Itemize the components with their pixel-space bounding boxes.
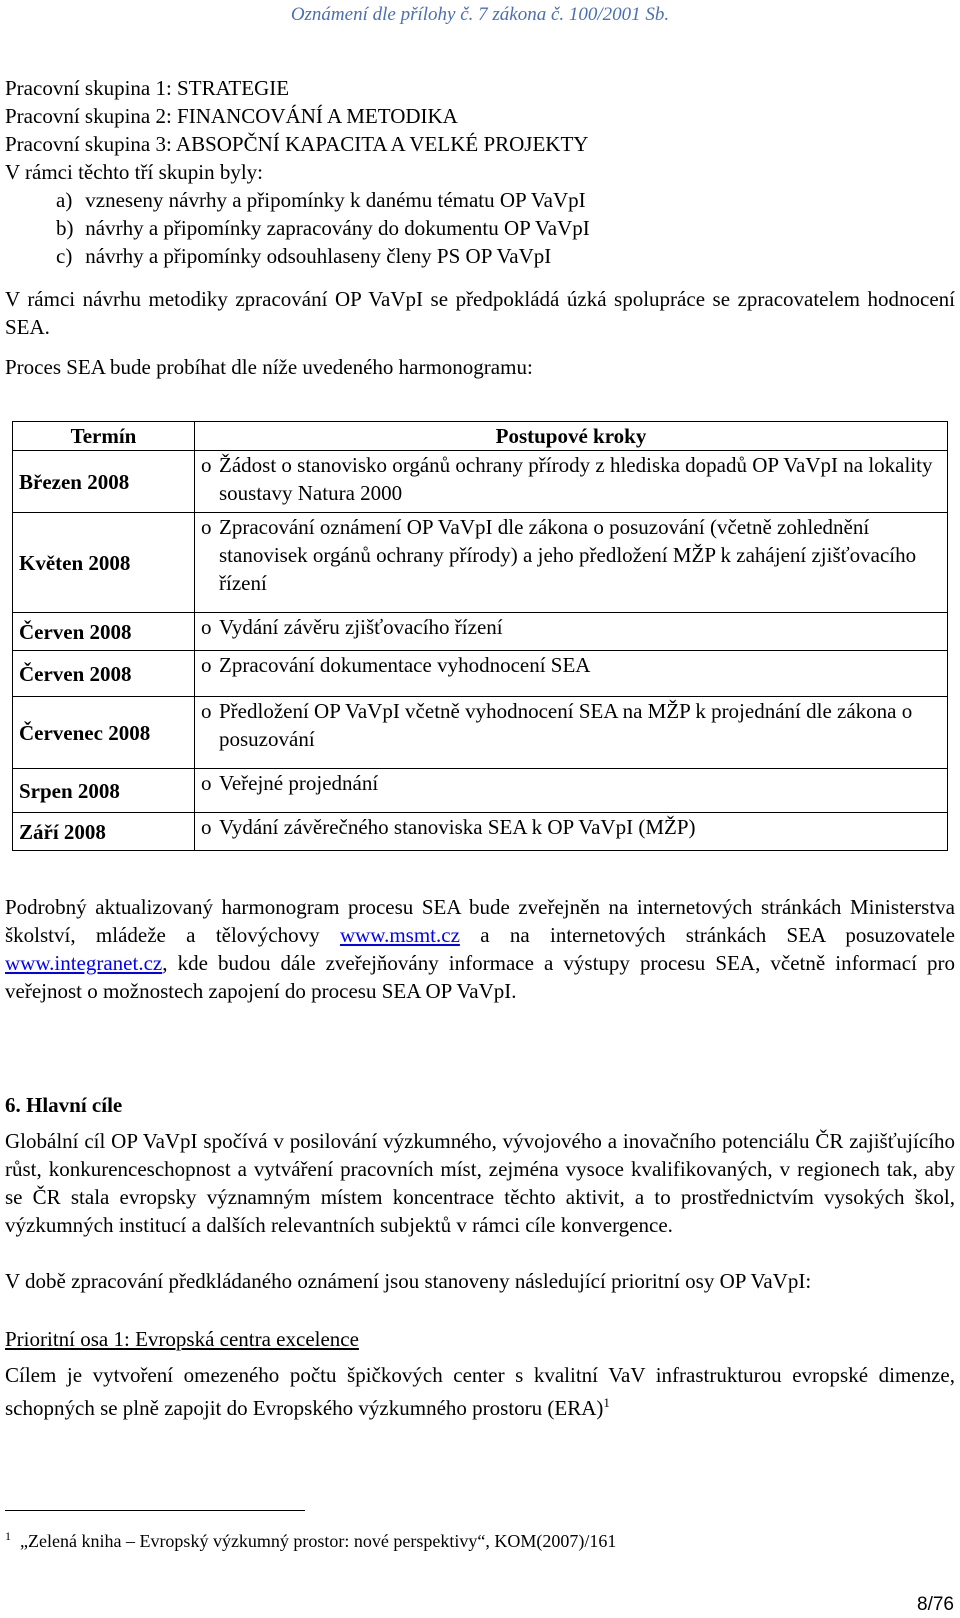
step-cell: o Zpracování oznámení OP VaVpI dle zákona o posuzování (včetně zohlednění stanovisek orgánů ochrany přírody) a jeho předložení MŽP k zahájení zjišťovacího řízení: [195, 513, 948, 613]
step-cell: o Vydání závěru zjišťovacího řízení: [195, 613, 948, 651]
table-row: [13, 769, 948, 813]
step-cell: o Vydání závěrečného stanoviska SEA k OP VaVpI (MŽP): [195, 813, 948, 851]
msmt-link[interactable]: www.msmt.cz: [339, 923, 460, 947]
table-row: [13, 651, 948, 697]
group-line: Pracovní skupina 1: STRATEGIE: [5, 76, 290, 100]
term-cell: Květen 2008: [13, 513, 195, 613]
footnote-ref: 1: [603, 1395, 610, 1410]
term-cell: Srpen 2008: [13, 769, 195, 813]
table-row: [13, 451, 948, 513]
page-number: 8/76: [917, 1594, 954, 1615]
paragraph-process: Proces SEA bude probíhat dle níže uvedeného harmonogramu:: [5, 355, 533, 379]
step-cell: o Předložení OP VaVpI včetně vyhodnocení SEA na MŽP k projednání dle zákona o posuzování: [195, 697, 948, 769]
col-steps-header: Postupové kroky: [195, 422, 948, 451]
paragraph-method: V rámci návrhu metodiky zpracování OP VaVpI se předpokládá úzká spolupráce se zpracovatelem hodnocení SEA.: [5, 287, 955, 339]
step-cell: o Zpracování dokumentace vyhodnocení SEA: [195, 651, 948, 697]
integranet-link[interactable]: www.integranet.cz: [5, 951, 163, 975]
table-row: [13, 813, 948, 851]
list-item: a) vzneseny návrhy a připomínky k danému tématu OP VaVpI: [56, 188, 586, 212]
list-item: b) návrhy a připomínky zapracovány do dokumentu OP VaVpI: [56, 216, 590, 240]
axis1-title: Prioritní osa 1: Evropská centra excelence: [5, 1327, 359, 1351]
term-cell: Červen 2008: [13, 613, 195, 651]
schedule-table: [12, 421, 948, 851]
working-groups: [5, 74, 955, 186]
step-cell: o Veřejné projednání: [195, 769, 948, 813]
term-cell: Září 2008: [13, 813, 195, 851]
list-item: c) návrhy a připomínky odsouhlaseny členy PS OP VaVpI: [56, 244, 552, 268]
col-term-header: Termín: [13, 422, 195, 451]
term-cell: Březen 2008: [13, 451, 195, 513]
page-header: Oznámení dle přílohy č. 7 zákona č. 100/2001 Sb.: [290, 4, 670, 25]
paragraph-web: Podrobný aktualizovaný harmonogram procesu SEA bude zveřejněn na internetových stránkách Ministerstva školství, mládeže a tělovýchovy www.msmt.cz a na internetových stránkách SEA posuzovatele www.integranet.cz, kde budou dále zveřejňovány informace a výstupy procesu SEA, včetně informací pro veřejnost o možnostech zapojení do procesu SEA OP VaVpI.: [5, 895, 956, 1003]
list-lead: V rámci těchto tří skupin byly:: [5, 160, 263, 184]
table-row: [13, 697, 948, 769]
paragraph-axes: V době zpracování předkládaného oznámení jsou stanoveny následující prioritní osy OP VaVpI:: [5, 1269, 812, 1293]
table-header-row: [13, 422, 948, 451]
footnote: $^1$ „Zelená kniha – Evropský výzkumný prostor: nové perspektivy“, KOM(2007)/161: [5, 1529, 617, 1551]
group-line: Pracovní skupina 2: FINANCOVÁNÍ A METODIKA: [5, 104, 458, 128]
group-line: Pracovní skupina 3: ABSOPČNÍ KAPACITA A VELKÉ PROJEKTY: [5, 132, 589, 156]
table-row: [13, 613, 948, 651]
paragraph-goal: Globální cíl OP VaVpI spočívá v posilování výzkumného, vývojového a inovačního potenciálu ČR zajišťujícího růst, konkurenceschopnost a vytváření pracovních míst, zejména vysoce kvalifikovaných, v regionech tak, aby se ČR stala evropsky významným místem koncentrace těchto aktivit, a to prostřednictvím vysokých škol, výzkumných institucí a dalších relevantních subjektů v rámci cíle konvergence.: [5, 1129, 955, 1237]
footnote-separator: [5, 1510, 305, 1511]
paragraph-axis1: Cílem je vytvoření omezeného počtu špičkových center s kvalitní VaV infrastrukturou evropské dimenze, schopných se plně zapojit do Evropského výzkumného prostoru (ERA)$^1$: [5, 1363, 955, 1420]
section-title: 6. Hlavní cíle: [5, 1093, 123, 1117]
step-cell: o Žádost o stanovisko orgánů ochrany přírody z hlediska dopadů OP VaVpI na lokality soustavy Natura 2000: [195, 451, 948, 513]
table-row: [13, 513, 948, 613]
term-cell: Červenec 2008: [13, 697, 195, 769]
term-cell: Červen 2008: [13, 651, 195, 697]
